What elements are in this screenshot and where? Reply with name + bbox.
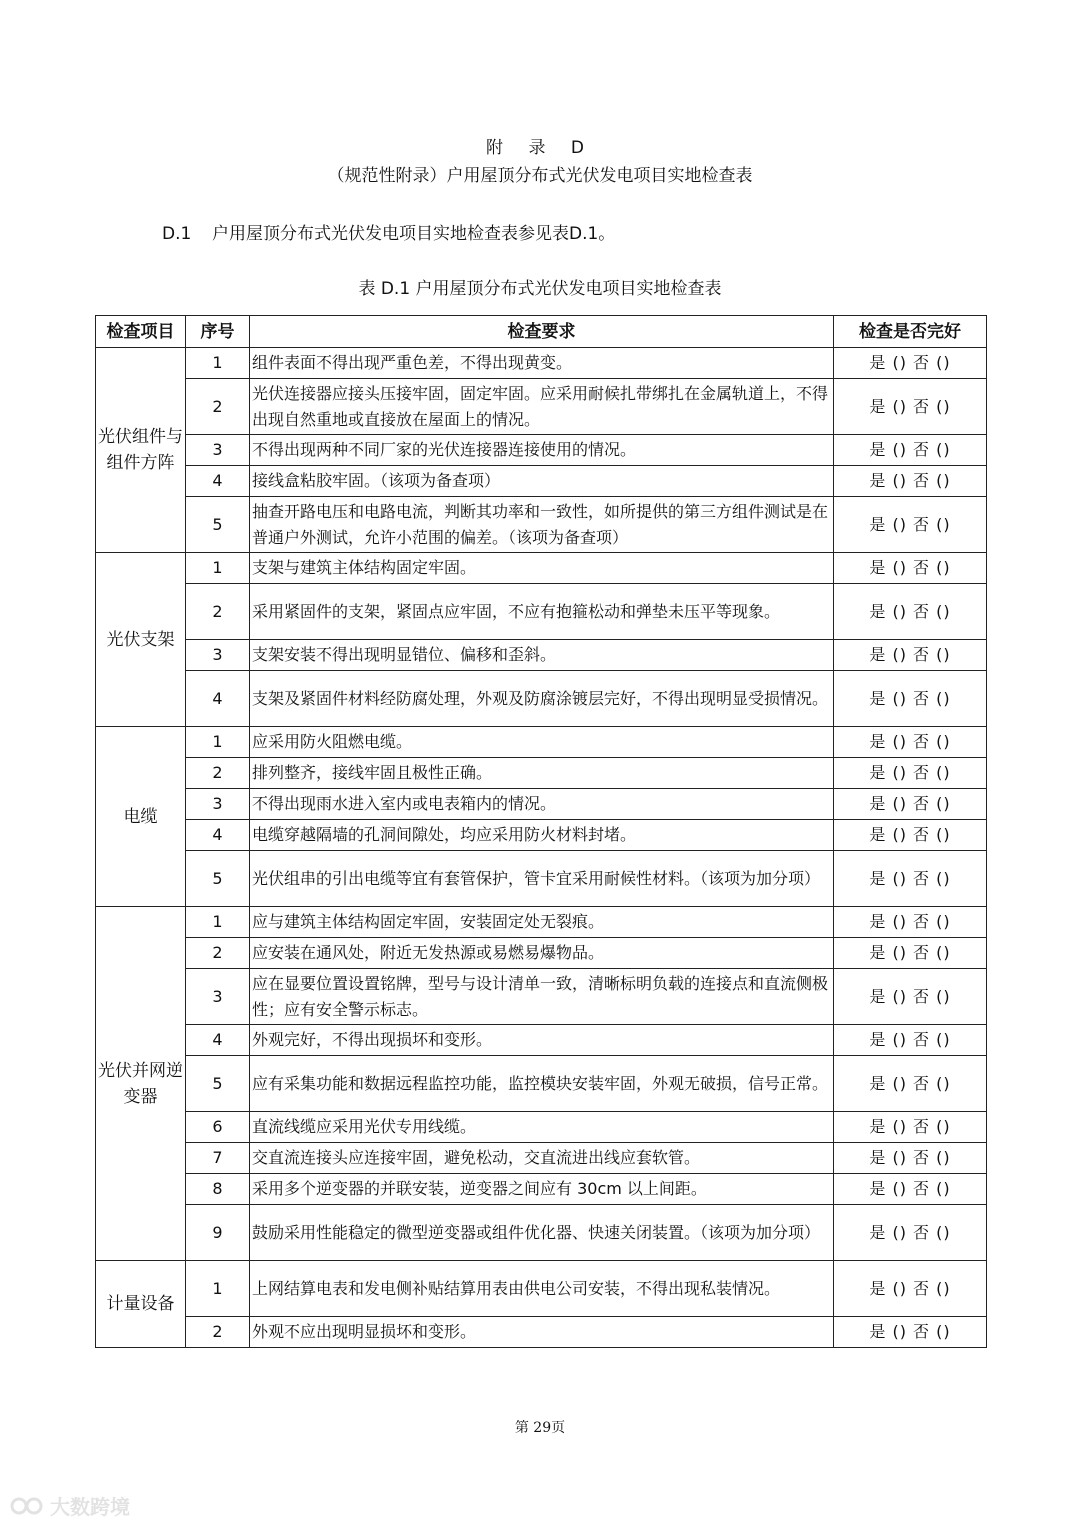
table-row — [96, 1056, 987, 1112]
seq-cell: 6 — [186, 1112, 250, 1143]
table-row — [96, 1261, 987, 1317]
watermark-logo-icon — [10, 1495, 44, 1517]
status-cell: 是 () 否 () — [834, 851, 987, 907]
table-row — [96, 584, 987, 640]
seq-cell: 3 — [186, 789, 250, 820]
table-row — [96, 1174, 987, 1205]
table-row — [96, 466, 987, 497]
status-cell: 是 () 否 () — [834, 969, 987, 1025]
table-row — [96, 348, 987, 379]
status-cell: 是 () 否 () — [834, 671, 987, 727]
requirement-cell: 鼓励采用性能稳定的微型逆变器或组件优化器、快速关闭装置。（该项为加分项） — [250, 1205, 834, 1261]
seq-cell: 2 — [186, 584, 250, 640]
status-cell: 是 () 否 () — [834, 727, 987, 758]
requirement-cell: 采用紧固件的支架，紧固点应牢固，不应有抱箍松动和弹垫未压平等现象。 — [250, 584, 834, 640]
category-cell: 光伏并网逆变器 — [96, 907, 186, 1261]
seq-cell: 2 — [186, 758, 250, 789]
table-row — [96, 789, 987, 820]
table-header-row — [96, 316, 987, 348]
seq-cell: 2 — [186, 938, 250, 969]
table-row — [96, 938, 987, 969]
status-cell: 是 () 否 () — [834, 466, 987, 497]
category-cell: 光伏支架 — [96, 553, 186, 727]
requirement-cell: 光伏连接器应接头压接牢固，固定牢固。应采用耐候扎带绑扎在金属轨道上，不得出现自然重地或直接放在屋面上的情况。 — [250, 379, 834, 435]
category-cell: 光伏组件与组件方阵 — [96, 348, 186, 553]
table-row — [96, 969, 987, 1025]
seq-cell: 5 — [186, 851, 250, 907]
requirement-cell: 排列整齐，接线牢固且极性正确。 — [250, 758, 834, 789]
requirement-cell: 应与建筑主体结构固定牢固，安装固定处无裂痕。 — [250, 907, 834, 938]
seq-cell: 8 — [186, 1174, 250, 1205]
table-row — [96, 435, 987, 466]
seq-cell: 4 — [186, 1025, 250, 1056]
status-cell: 是 () 否 () — [834, 497, 987, 553]
section-number: D.1 — [162, 224, 192, 244]
table-row — [96, 497, 987, 553]
watermark — [10, 1491, 130, 1520]
status-cell: 是 () 否 () — [834, 1025, 987, 1056]
header-category: 检查项目 — [96, 316, 186, 348]
requirement-cell: 抽查开路电压和电路电流，判断其功率和一致性，如所提供的第三方组件测试是在普通户外测试，允许小范围的偏差。（该项为备查项） — [250, 497, 834, 553]
status-cell: 是 () 否 () — [834, 1056, 987, 1112]
table-row — [96, 1317, 987, 1348]
requirement-cell: 外观完好，不得出现损坏和变形。 — [250, 1025, 834, 1056]
table-row — [96, 820, 987, 851]
table-caption: 表 D.1 户用屋顶分布式光伏发电项目实地检查表 — [358, 279, 722, 299]
seq-cell: 4 — [186, 671, 250, 727]
seq-cell: 1 — [186, 1261, 250, 1317]
section-paragraph — [162, 219, 615, 244]
table-row — [96, 1205, 987, 1261]
table-row — [96, 553, 987, 584]
status-cell: 是 () 否 () — [834, 379, 987, 435]
status-cell: 是 () 否 () — [834, 1174, 987, 1205]
seq-cell: 1 — [186, 553, 250, 584]
status-cell: 是 () 否 () — [834, 1317, 987, 1348]
seq-cell: 4 — [186, 466, 250, 497]
page-number: 第 29页 — [514, 1420, 566, 1436]
requirement-cell: 应安装在通风处，附近无发热源或易燃易爆物品。 — [250, 938, 834, 969]
requirement-cell: 不得出现雨水进入室内或电表箱内的情况。 — [250, 789, 834, 820]
watermark-text: 大数跨境 — [50, 1495, 130, 1519]
requirement-cell: 上网结算电表和发电侧补贴结算用表由供电公司安装，不得出现私装情况。 — [250, 1261, 834, 1317]
status-cell: 是 () 否 () — [834, 789, 987, 820]
status-cell: 是 () 否 () — [834, 1143, 987, 1174]
table-row — [96, 379, 987, 435]
seq-cell: 3 — [186, 435, 250, 466]
requirement-cell: 外观不应出现明显损坏和变形。 — [250, 1317, 834, 1348]
seq-cell: 9 — [186, 1205, 250, 1261]
status-cell: 是 () 否 () — [834, 907, 987, 938]
requirement-cell: 支架安装不得出现明显错位、偏移和歪斜。 — [250, 640, 834, 671]
status-cell: 是 () 否 () — [834, 1205, 987, 1261]
status-cell: 是 () 否 () — [834, 820, 987, 851]
seq-cell: 7 — [186, 1143, 250, 1174]
requirement-cell: 光伏组串的引出电缆等宜有套管保护，管卡宜采用耐候性材料。（该项为加分项） — [250, 851, 834, 907]
header-seq: 序号 — [186, 316, 250, 348]
seq-cell: 5 — [186, 1056, 250, 1112]
category-cell: 计量设备 — [96, 1261, 186, 1348]
requirement-cell: 电缆穿越隔墙的孔洞间隙处，均应采用防火材料封堵。 — [250, 820, 834, 851]
status-cell: 是 () 否 () — [834, 1261, 987, 1317]
inspection-table — [95, 315, 987, 1348]
requirement-cell: 应有采集功能和数据远程监控功能，监控模块安装牢固，外观无破损，信号正常。 — [250, 1056, 834, 1112]
seq-cell: 3 — [186, 969, 250, 1025]
requirement-cell: 不得出现两种不同厂家的光伏连接器连接使用的情况。 — [250, 435, 834, 466]
status-cell: 是 () 否 () — [834, 758, 987, 789]
requirement-cell: 组件表面不得出现严重色差，不得出现黄变。 — [250, 348, 834, 379]
requirement-cell: 支架与建筑主体结构固定牢固。 — [250, 553, 834, 584]
seq-cell: 1 — [186, 727, 250, 758]
seq-cell: 2 — [186, 379, 250, 435]
table-row — [96, 758, 987, 789]
table-row — [96, 1112, 987, 1143]
requirement-cell: 直流线缆应采用光伏专用线缆。 — [250, 1112, 834, 1143]
status-cell: 是 () 否 () — [834, 553, 987, 584]
status-cell: 是 () 否 () — [834, 640, 987, 671]
table-row — [96, 851, 987, 907]
section-text: 户用屋顶分布式光伏发电项目实地检查表参见表D.1。 — [212, 224, 616, 244]
table-row — [96, 1025, 987, 1056]
category-cell: 电缆 — [96, 727, 186, 907]
requirement-cell: 支架及紧固件材料经防腐处理，外观及防腐涂镀层完好，不得出现明显受损情况。 — [250, 671, 834, 727]
seq-cell: 1 — [186, 907, 250, 938]
requirement-cell: 应采用防火阻燃电缆。 — [250, 727, 834, 758]
table-row — [96, 640, 987, 671]
status-cell: 是 () 否 () — [834, 348, 987, 379]
table-row — [96, 907, 987, 938]
status-cell: 是 () 否 () — [834, 584, 987, 640]
requirement-cell: 采用多个逆变器的并联安装，逆变器之间应有 30cm 以上间距。 — [250, 1174, 834, 1205]
seq-cell: 1 — [186, 348, 250, 379]
header-status: 检查是否完好 — [834, 316, 987, 348]
seq-cell: 5 — [186, 497, 250, 553]
status-cell: 是 () 否 () — [834, 938, 987, 969]
requirement-cell: 交直流连接头应连接牢固，避免松动，交直流进出线应套软管。 — [250, 1143, 834, 1174]
table-row — [96, 1143, 987, 1174]
status-cell: 是 () 否 () — [834, 1112, 987, 1143]
table-row — [96, 727, 987, 758]
table-row — [96, 671, 987, 727]
requirement-cell: 应在显要位置设置铭牌，型号与设计清单一致，清晰标明负载的连接点和直流侧极性；应有安全警示标志。 — [250, 969, 834, 1025]
appendix-title: 附 录 D — [486, 138, 594, 158]
requirement-cell: 接线盒粘胶牢固。（该项为备查项） — [250, 466, 834, 497]
seq-cell: 4 — [186, 820, 250, 851]
seq-cell: 3 — [186, 640, 250, 671]
status-cell: 是 () 否 () — [834, 435, 987, 466]
appendix-subtitle: （规范性附录）户用屋顶分布式光伏发电项目实地检查表 — [327, 166, 753, 186]
seq-cell: 2 — [186, 1317, 250, 1348]
header-requirement: 检查要求 — [250, 316, 834, 348]
